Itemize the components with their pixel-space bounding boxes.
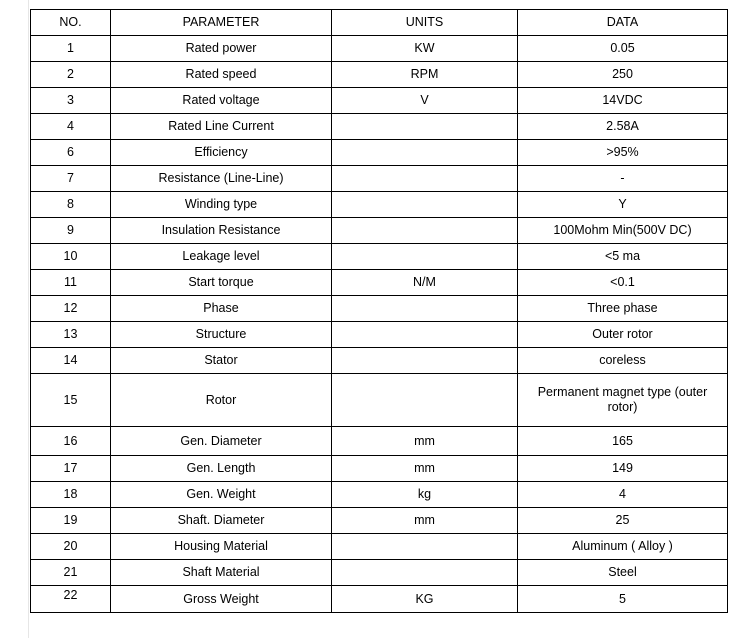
cell-units: kg: [332, 482, 518, 508]
cell-parameter: Resistance (Line-Line): [111, 166, 332, 192]
cell-data: 149: [518, 456, 728, 482]
cell-units: mm: [332, 427, 518, 456]
cell-no: 21: [31, 560, 111, 586]
cell-no: 1: [31, 36, 111, 62]
page-edge-line: [28, 0, 29, 638]
cell-parameter: Shaft. Diameter: [111, 508, 332, 534]
cell-no: 19: [31, 508, 111, 534]
table-row: [31, 140, 728, 166]
table-row: [31, 586, 728, 613]
cell-parameter: Structure: [111, 322, 332, 348]
cell-no: 20: [31, 534, 111, 560]
cell-parameter: Rated Line Current: [111, 114, 332, 140]
table-row: [31, 560, 728, 586]
cell-no: 3: [31, 88, 111, 114]
table-row: [31, 218, 728, 244]
cell-data: 165: [518, 427, 728, 456]
cell-parameter: Efficiency: [111, 140, 332, 166]
cell-units: [332, 296, 518, 322]
table-row: [31, 270, 728, 296]
table-row: [31, 348, 728, 374]
cell-data: Permanent magnet type (outer rotor): [518, 374, 728, 427]
cell-data: 14VDC: [518, 88, 728, 114]
cell-no: 7: [31, 166, 111, 192]
table-row: [31, 192, 728, 218]
cell-parameter: Rotor: [111, 374, 332, 427]
cell-no: 17: [31, 456, 111, 482]
table-header: [31, 10, 728, 36]
cell-no: 12: [31, 296, 111, 322]
cell-no: 14: [31, 348, 111, 374]
table-row: [31, 508, 728, 534]
cell-units: KW: [332, 36, 518, 62]
cell-data: 100Mohm Min(500V DC): [518, 218, 728, 244]
cell-data: Aluminum ( Alloy ): [518, 534, 728, 560]
cell-units: [332, 166, 518, 192]
cell-units: [332, 534, 518, 560]
table-row: [31, 534, 728, 560]
table-row: [31, 374, 728, 427]
table-row: [31, 244, 728, 270]
cell-data: 4: [518, 482, 728, 508]
cell-parameter: Gen. Length: [111, 456, 332, 482]
cell-parameter: Gross Weight: [111, 586, 332, 613]
cell-units: [332, 374, 518, 427]
table-row: [31, 322, 728, 348]
cell-parameter: Stator: [111, 348, 332, 374]
header-data: DATA: [518, 10, 728, 36]
cell-data: -: [518, 166, 728, 192]
cell-units: [332, 322, 518, 348]
table-row: [31, 114, 728, 140]
cell-data: <5 ma: [518, 244, 728, 270]
cell-parameter: Rated speed: [111, 62, 332, 88]
cell-parameter: Insulation Resistance: [111, 218, 332, 244]
cell-no: 4: [31, 114, 111, 140]
table-row: [31, 62, 728, 88]
table-row: [31, 88, 728, 114]
cell-data: 25: [518, 508, 728, 534]
cell-parameter: Rated power: [111, 36, 332, 62]
cell-data: coreless: [518, 348, 728, 374]
cell-no: 13: [31, 322, 111, 348]
cell-parameter: Rated voltage: [111, 88, 332, 114]
cell-units: [332, 218, 518, 244]
header-units: UNITS: [332, 10, 518, 36]
cell-units: mm: [332, 456, 518, 482]
cell-data: Outer rotor: [518, 322, 728, 348]
cell-units: mm: [332, 508, 518, 534]
cell-no: 15: [31, 374, 111, 427]
table-body: [31, 36, 728, 613]
cell-data: Steel: [518, 560, 728, 586]
cell-parameter: Phase: [111, 296, 332, 322]
cell-units: V: [332, 88, 518, 114]
cell-parameter: Gen. Diameter: [111, 427, 332, 456]
cell-units: [332, 114, 518, 140]
header-parameter: PARAMETER: [111, 10, 332, 36]
cell-parameter: Housing Material: [111, 534, 332, 560]
table-row: [31, 456, 728, 482]
cell-data: 250: [518, 62, 728, 88]
cell-parameter: Shaft Material: [111, 560, 332, 586]
cell-data: 5: [518, 586, 728, 613]
table-row: [31, 482, 728, 508]
cell-units: KG: [332, 586, 518, 613]
cell-no: 10: [31, 244, 111, 270]
cell-no: 11: [31, 270, 111, 296]
cell-units: [332, 192, 518, 218]
cell-units: [332, 244, 518, 270]
cell-data: <0.1: [518, 270, 728, 296]
header-no: NO.: [31, 10, 111, 36]
cell-no: 16: [31, 427, 111, 456]
cell-no: 2: [31, 62, 111, 88]
cell-parameter: Winding type: [111, 192, 332, 218]
cell-data: Y: [518, 192, 728, 218]
cell-no: 22: [31, 586, 111, 613]
cell-units: [332, 560, 518, 586]
cell-parameter: Leakage level: [111, 244, 332, 270]
table-row: [31, 427, 728, 456]
cell-data: >95%: [518, 140, 728, 166]
cell-units: N/M: [332, 270, 518, 296]
header-row: [31, 10, 728, 36]
cell-parameter: Start torque: [111, 270, 332, 296]
table-row: [31, 166, 728, 192]
cell-data: Three phase: [518, 296, 728, 322]
cell-data: 2.58A: [518, 114, 728, 140]
cell-parameter: Gen. Weight: [111, 482, 332, 508]
table-row: [31, 36, 728, 62]
cell-no: 9: [31, 218, 111, 244]
cell-units: RPM: [332, 62, 518, 88]
cell-no: 6: [31, 140, 111, 166]
cell-no: 18: [31, 482, 111, 508]
cell-units: [332, 348, 518, 374]
cell-no: 8: [31, 192, 111, 218]
cell-data: 0.05: [518, 36, 728, 62]
table-row: [31, 296, 728, 322]
specification-table: [30, 9, 728, 613]
cell-units: [332, 140, 518, 166]
